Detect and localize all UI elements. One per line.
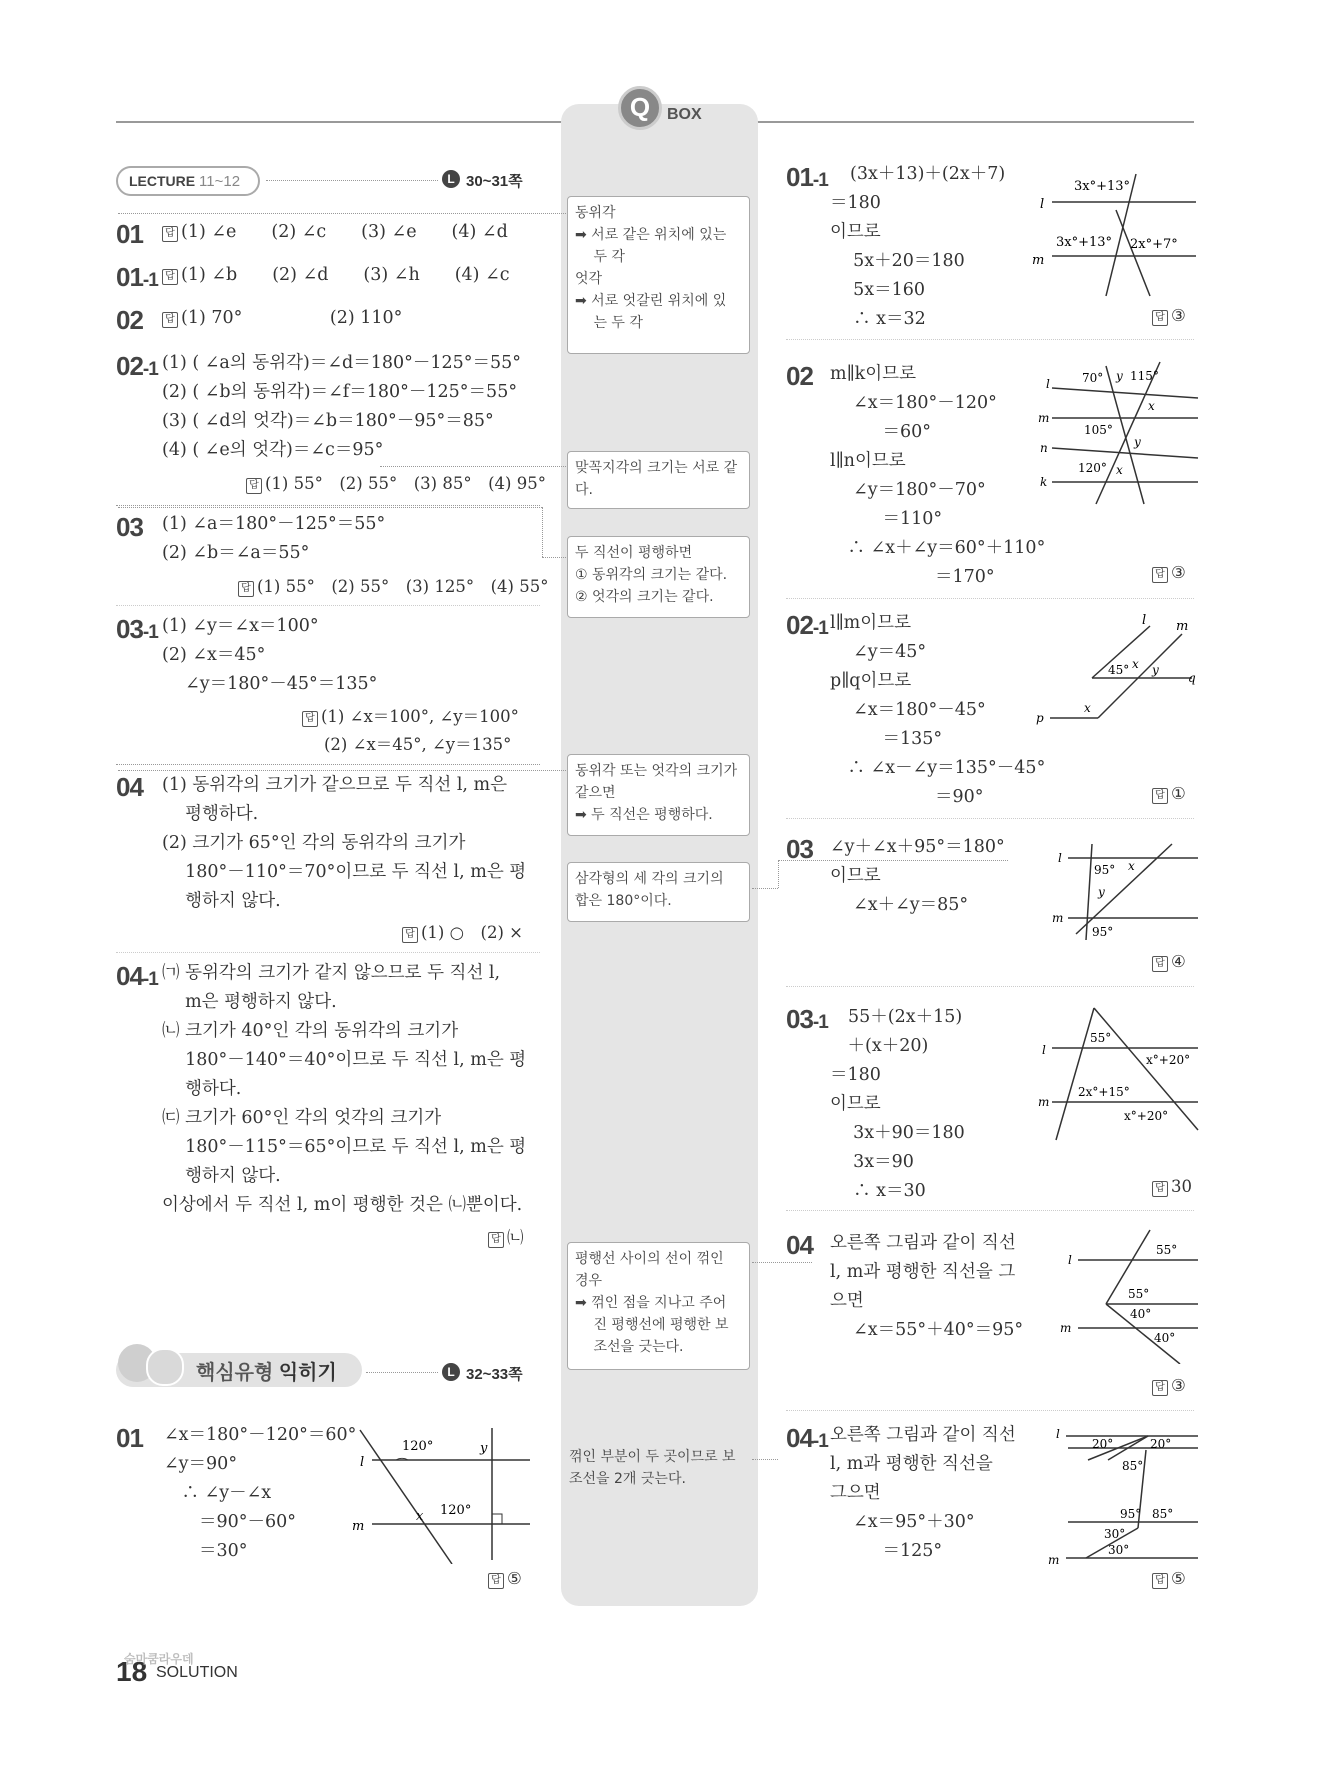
svg-text:70°: 70° <box>1082 371 1104 385</box>
note-line: ➡ 두 직선은 평행하다. <box>575 807 713 823</box>
divider <box>116 764 540 765</box>
answer-text: ③ <box>1171 1376 1186 1395</box>
core-page-ref: 32~33쪽 <box>466 1366 523 1383</box>
problem-number: 04-1 <box>786 1423 828 1453</box>
svg-text:95°: 95° <box>1120 1507 1142 1521</box>
svg-text:3x°+13°: 3x°+13° <box>1074 179 1131 194</box>
answer-icon: 답 <box>1152 1573 1168 1589</box>
solution-line: 5x＝160 <box>830 280 925 300</box>
solution-line: 180°－110°＝70°이므로 두 직선 l, m은 평 <box>162 862 527 882</box>
core-title-a: 핵심유형 <box>196 1362 274 1384</box>
svg-text:95°: 95° <box>1092 925 1114 939</box>
divider <box>786 598 1194 599</box>
answer-text: 30 <box>1171 1177 1192 1196</box>
lecture-badge: L <box>442 170 460 188</box>
solution-line: 3x＝90 <box>830 1152 914 1172</box>
svg-text:l: l <box>360 1455 365 1470</box>
note-line: ➡ 서로 엇갈린 위치에 있 <box>575 293 727 309</box>
svg-text:n: n <box>1040 441 1048 455</box>
divider <box>786 1410 1194 1411</box>
svg-text:40°: 40° <box>1154 1331 1176 1345</box>
solution-line: ＋(x＋20) <box>830 1036 929 1056</box>
note-line: 동위각 <box>575 205 616 221</box>
svg-text:l: l <box>1058 851 1062 865</box>
lecture-label: LECTURE <box>129 173 196 189</box>
problem-number: 01 <box>116 219 143 249</box>
divider <box>116 505 540 506</box>
solution-line: ∠y＝45° <box>830 642 927 662</box>
problem-number: 01 <box>116 1423 143 1453</box>
problem-number: 01-1 <box>116 262 158 292</box>
answer-icon: 답 <box>238 581 254 597</box>
svg-text:p: p <box>1036 711 1044 725</box>
solution-line: ＝30° <box>164 1541 248 1561</box>
solution-line: ㈂ 크기가 60°인 각의 엇각의 크기가 <box>162 1108 442 1128</box>
solution-line: (3x＋13)＋(2x＋7) <box>850 164 1006 184</box>
svg-text:120°: 120° <box>402 1439 434 1454</box>
connector <box>380 466 566 467</box>
solution-line: l∥n이므로 <box>830 451 906 471</box>
answer-icon: 답 <box>302 711 318 727</box>
solution-line: ∴ ∠y－∠x <box>164 1483 272 1503</box>
note-line: 엇각 <box>575 271 603 287</box>
answer-text: (1) 55° (2) 55° (3) 125° (4) 55° <box>257 577 549 596</box>
answer-text: ⑤ <box>1171 1569 1186 1588</box>
problem-number: 04-1 <box>116 961 158 991</box>
svg-text:20°: 20° <box>1150 1437 1172 1451</box>
svg-text:85°: 85° <box>1152 1507 1174 1521</box>
solution-line: (3) ( ∠d의 엇각)＝∠b＝180°－95°＝85° <box>162 411 494 431</box>
answer-text: (1) ∠e (2) ∠c (3) ∠e (4) ∠d <box>181 222 508 242</box>
answer-icon: 답 <box>1152 788 1168 804</box>
divider <box>786 986 1194 987</box>
svg-text:l: l <box>1046 377 1050 391</box>
svg-text:x: x <box>1084 701 1091 715</box>
solution-line: m∥k이므로 <box>830 364 916 384</box>
qbox-note-4 <box>567 754 750 836</box>
solution-line: ∠y＝180°－70° <box>830 480 986 500</box>
qbox-note-3 <box>567 536 750 618</box>
svg-text:m: m <box>1052 911 1064 925</box>
problem-number: 04 <box>116 772 143 802</box>
svg-text:l: l <box>1056 1427 1060 1441</box>
solution-line: (4) ( ∠e의 엇각)＝∠c＝95° <box>162 440 384 460</box>
solution-line: 이므로 <box>830 222 881 242</box>
svg-text:m: m <box>1176 619 1189 634</box>
svg-text:y: y <box>1134 435 1141 449</box>
answer-text: (2) ∠x＝45°, ∠y＝135° <box>324 735 512 754</box>
svg-text:m: m <box>1038 1095 1050 1109</box>
answer-icon: 답 <box>1152 1181 1168 1197</box>
note-line: 두 직선이 평행하면 <box>575 545 693 561</box>
solution-line: m은 평행하지 않다. <box>162 992 337 1012</box>
svg-text:x°+20°: x°+20° <box>1124 1109 1169 1123</box>
svg-text:y: y <box>1152 663 1159 677</box>
core-badge: L <box>442 1363 460 1381</box>
answer-text: ③ <box>1171 563 1186 582</box>
svg-text:55°: 55° <box>1156 1243 1178 1257</box>
svg-text:2x°+15°: 2x°+15° <box>1078 1085 1130 1099</box>
note-line: 맞꼭지각의 크기는 서로 같 <box>575 460 738 476</box>
qbox-note-2 <box>567 451 750 509</box>
note-line: ② 엇각의 크기는 같다. <box>575 589 714 605</box>
solution-line: ∠x＝180°－120°＝60° <box>164 1425 357 1445</box>
solution-line: ＝60° <box>830 422 932 442</box>
solution-line: ＝125° <box>830 1541 943 1561</box>
solution-line: (1) 동위각의 크기가 같으므로 두 직선 l, m은 <box>162 775 508 795</box>
q-badge: Q <box>618 86 662 130</box>
svg-text:55°: 55° <box>1128 1287 1150 1301</box>
problem-number: 03 <box>786 834 813 864</box>
solution-line: ∠y＋∠x＋95°＝180° <box>830 837 1005 857</box>
connector <box>778 860 779 888</box>
solution-line: ∴ ∠x＋∠y＝60°＋110° <box>830 538 1046 558</box>
lecture-range: 11~12 <box>199 173 241 190</box>
answer-icon: 답 <box>1152 956 1168 972</box>
answer-text: (1) ∠b (2) ∠d (3) ∠h (4) ∠c <box>181 265 510 285</box>
solution-line: ＝110° <box>830 509 943 529</box>
note-line: 다. <box>575 482 593 498</box>
footer-series: 숨마쿰라우데 <box>124 1652 194 1666</box>
answer-text: ⑤ <box>507 1569 522 1588</box>
svg-text:45°: 45° <box>1108 663 1130 677</box>
solution-line: 행하지 않다. <box>162 891 281 911</box>
answer-icon: 답 <box>162 226 178 242</box>
note-line: 동위각 또는 엇각의 크기가 <box>575 763 738 779</box>
solution-line: ∴ x＝32 <box>830 309 926 329</box>
connector <box>118 213 566 214</box>
answer-icon: 답 <box>162 269 178 285</box>
solution-line: 행하다. <box>162 1079 242 1099</box>
svg-text:k: k <box>1040 475 1048 489</box>
svg-text:l: l <box>1068 1253 1072 1267</box>
solution-line: 으면 <box>830 1291 864 1311</box>
problem-number: 03-1 <box>116 614 158 644</box>
solution-line: (2) 크기가 65°인 각의 동위각의 크기가 <box>162 833 466 853</box>
solution-line: 3x＋90＝180 <box>830 1123 965 1143</box>
figure-03-1 <box>1038 1004 1200 1144</box>
svg-text:20°: 20° <box>1092 1437 1114 1451</box>
solution-line: ∠y＝90° <box>164 1454 238 1474</box>
note-line: 조선을 2개 긋는다. <box>569 1471 686 1487</box>
svg-text:115°: 115° <box>1130 369 1159 383</box>
figure-02-1 <box>1036 610 1200 726</box>
svg-text:y: y <box>1098 885 1105 899</box>
qbox-note-5 <box>567 862 750 922</box>
divider <box>786 1210 1194 1211</box>
solution-line: l, m과 평행한 직선을 <box>830 1454 993 1474</box>
svg-text:x°+20°: x°+20° <box>1146 1053 1191 1067</box>
solution-line: 오른쪽 그림과 같이 직선 <box>830 1233 1016 1253</box>
note-line: 꺾인 부분이 두 곳이므로 보 <box>569 1449 736 1465</box>
solution-line: ＝180 <box>830 1065 881 1085</box>
svg-text:120°: 120° <box>440 1503 472 1518</box>
divider <box>786 818 1194 819</box>
svg-text:m: m <box>352 1519 365 1534</box>
footer-label: SOLUTION <box>156 1664 238 1681</box>
svg-text:30°: 30° <box>1104 1527 1126 1541</box>
solution-line: ＝90°－60° <box>164 1512 297 1532</box>
solution-line: ＝90° <box>830 787 984 807</box>
answer-text: (1) ∠x＝100°, ∠y＝100° <box>321 707 519 726</box>
note-line: 진 평행선에 평행한 보 <box>575 1317 729 1333</box>
answer-icon: 답 <box>402 927 418 943</box>
solution-line: ∠x＋∠y＝85° <box>830 895 969 915</box>
answer-icon: 답 <box>488 1573 504 1589</box>
problem-number: 01-1 <box>786 162 828 192</box>
svg-text:120°: 120° <box>1078 461 1107 475</box>
core-title-b: 익히기 <box>278 1362 337 1384</box>
problem-number: 02-1 <box>786 610 828 640</box>
note-line: ➡ 꺾인 점을 지나고 주어 <box>575 1295 727 1311</box>
solution-line: ∠x＝55°＋40°＝95° <box>830 1320 1024 1340</box>
connector <box>752 888 778 889</box>
solution-line: (2) ( ∠b의 동위각)＝∠f＝180°－125°＝55° <box>162 382 518 402</box>
solution-line: ＝180 <box>830 193 881 213</box>
solution-line: p∥q이므로 <box>830 671 912 691</box>
connector <box>542 557 566 558</box>
svg-text:l: l <box>1040 197 1045 212</box>
figure-02 <box>1034 358 1200 508</box>
answer-text: ① <box>1171 784 1186 803</box>
connector <box>542 507 543 557</box>
solution-line: l, m과 평행한 직선을 그 <box>830 1262 1016 1282</box>
answer-icon: 답 <box>1152 567 1168 583</box>
answer-text: ③ <box>1171 306 1186 325</box>
footer-page-number: 18 <box>116 1656 148 1687</box>
lecture-pill <box>116 166 260 196</box>
problem-number: 02-1 <box>116 351 158 381</box>
core-deco-circle <box>146 1348 184 1386</box>
solution-line: (1) ∠a＝180°－125°＝55° <box>162 514 386 534</box>
solution-line: ㈀ 동위각의 크기가 같지 않으므로 두 직선 l, <box>162 963 501 983</box>
solution-line: 이므로 <box>830 866 881 886</box>
solution-line: l∥m이므로 <box>830 613 911 633</box>
note-line: ➡ 서로 같은 위치에 있는 <box>575 227 727 243</box>
note-line: ① 동위각의 크기는 같다. <box>575 567 728 583</box>
solution-line: 180°－140°＝40°이므로 두 직선 l, m은 평 <box>162 1050 527 1070</box>
note-line: 는 두 각 <box>575 315 643 331</box>
figure-03 <box>1052 840 1200 942</box>
solution-line: (1) ∠y＝∠x＝100° <box>162 616 319 636</box>
answer-text: (1) 70° (2) 110° <box>181 308 403 328</box>
solution-line: 이상에서 두 직선 l, m이 평행한 것은 ㈁뿐이다. <box>162 1195 523 1215</box>
solution-line: 오른쪽 그림과 같이 직선 <box>830 1425 1016 1445</box>
qbox-note-7 <box>569 1446 752 1490</box>
note-line: 경우 <box>575 1273 603 1289</box>
answer-icon: 답 <box>162 312 178 328</box>
divider <box>786 339 1194 340</box>
solution-line: ∠x＝180°－45° <box>830 700 986 720</box>
svg-text:95°: 95° <box>1094 863 1116 877</box>
solution-line: 5x＋20＝180 <box>830 251 965 271</box>
solution-line: ＝170° <box>830 567 995 587</box>
answer-icon: 답 <box>1152 310 1168 326</box>
solution-line: ∠x＝180°－120° <box>830 393 997 413</box>
svg-text:m: m <box>1038 411 1050 425</box>
solution-line: 그으면 <box>830 1483 881 1503</box>
svg-text:2x°+7°: 2x°+7° <box>1130 237 1178 252</box>
note-line: 조선을 긋는다. <box>575 1339 684 1355</box>
svg-text:y: y <box>480 1441 488 1456</box>
connector <box>752 1459 778 1460</box>
solution-line: (2) ∠x＝45° <box>162 645 266 665</box>
problem-number: 04 <box>786 1230 813 1260</box>
answer-icon: 답 <box>488 1232 504 1248</box>
solution-line: ㈁ 크기가 40°인 각의 동위각의 크기가 <box>162 1021 459 1041</box>
connector <box>118 507 542 508</box>
svg-text:55°: 55° <box>1090 1031 1112 1045</box>
svg-text:105°: 105° <box>1084 423 1113 437</box>
solution-line: ∴ ∠x－∠y＝135°－45° <box>830 758 1046 778</box>
svg-text:40°: 40° <box>1130 1307 1152 1321</box>
answer-text: ④ <box>1171 952 1186 971</box>
divider <box>116 952 540 953</box>
divider <box>116 605 540 606</box>
svg-text:x: x <box>1116 463 1123 477</box>
svg-text:x: x <box>1128 859 1135 873</box>
svg-text:q: q <box>1188 671 1196 685</box>
figure-core-01 <box>352 1424 532 1564</box>
box-label: BOX <box>667 106 702 123</box>
answer-text: (1) 55° (2) 55° (3) 85° (4) 95° <box>265 474 546 493</box>
problem-number: 03-1 <box>786 1004 828 1034</box>
core-dots <box>366 1372 438 1373</box>
answer-icon: 답 <box>1152 1380 1168 1396</box>
svg-text:m: m <box>1060 1321 1072 1335</box>
note-line: 합은 180°이다. <box>575 893 672 909</box>
answer-text: ㈁ <box>507 1228 524 1247</box>
note-line: 같으면 <box>575 785 616 801</box>
note-line: 두 각 <box>575 249 625 265</box>
qbox-note-1 <box>567 196 750 354</box>
svg-text:30°: 30° <box>1108 1543 1130 1557</box>
solution-line: ∠y＝180°－45°＝135° <box>162 674 378 694</box>
svg-text:85°: 85° <box>1122 1459 1144 1473</box>
answer-icon: 답 <box>246 478 262 494</box>
solution-line: ∴ x＝30 <box>830 1181 926 1201</box>
solution-line: ＝135° <box>830 729 943 749</box>
core-title <box>196 1356 337 1385</box>
lecture-dots <box>266 180 438 181</box>
svg-text:x: x <box>416 1509 424 1524</box>
solution-line: 이므로 <box>830 1094 881 1114</box>
lecture-page-ref: 30~31쪽 <box>466 173 523 190</box>
answer-text: (1) ○ (2) × <box>421 923 523 942</box>
solution-line: ∠x＝95°＋30° <box>830 1512 975 1532</box>
svg-text:y: y <box>1116 369 1123 383</box>
solution-line: (2) ∠b＝∠a＝55° <box>162 543 310 563</box>
note-line: 평행선 사이의 선이 꺾인 <box>575 1251 724 1267</box>
connector <box>118 770 566 771</box>
figure-04 <box>1060 1228 1200 1364</box>
svg-text:x: x <box>1148 399 1155 413</box>
figure-04-1 <box>1048 1424 1200 1564</box>
solution-line: 행하지 않다. <box>162 1166 281 1186</box>
svg-text:3x°+13°: 3x°+13° <box>1056 235 1113 250</box>
solution-line: 평행하다. <box>162 804 259 824</box>
svg-text:x: x <box>1132 657 1139 671</box>
qbox-note-6 <box>567 1242 750 1370</box>
problem-number: 02 <box>786 361 813 391</box>
solution-line: 55＋(2x＋15) <box>848 1007 963 1027</box>
svg-text:l: l <box>1042 1043 1046 1057</box>
note-line: 삼각형의 세 각의 크기의 <box>575 871 724 887</box>
figure-01-1 <box>1030 172 1200 300</box>
svg-text:l: l <box>1142 613 1147 628</box>
problem-number: 03 <box>116 512 143 542</box>
problem-number: 02 <box>116 305 143 335</box>
svg-text:m: m <box>1048 1553 1060 1564</box>
solution-line: (1) ( ∠a의 동위각)＝∠d＝180°－125°＝55° <box>162 353 522 373</box>
solution-line: 180°－115°＝65°이므로 두 직선 l, m은 평 <box>162 1137 527 1157</box>
connector <box>752 1262 812 1263</box>
svg-text:m: m <box>1032 253 1045 268</box>
